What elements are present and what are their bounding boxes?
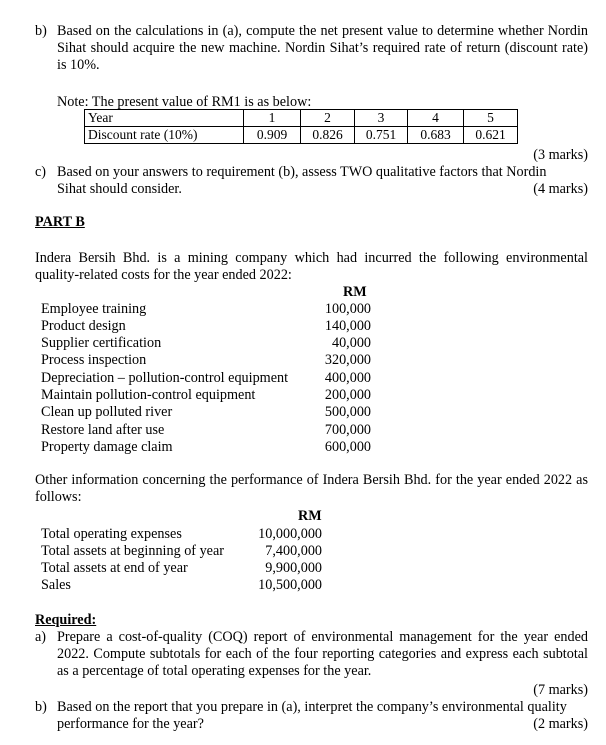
required-b-marks: (2 marks) <box>533 716 588 732</box>
pv-rate-cell: 0.826 <box>301 127 355 144</box>
cost-item: Product design <box>41 318 126 334</box>
pv-rate-cell: 0.909 <box>244 127 301 144</box>
cost-row <box>41 370 371 387</box>
cost-row <box>41 439 371 456</box>
performance-row <box>41 543 322 560</box>
required-b-label: b) <box>35 699 47 715</box>
cost-row <box>41 352 371 369</box>
cost-item: Process inspection <box>41 352 147 368</box>
question-c-label: c) <box>35 164 47 180</box>
cost-item: Restore land after use <box>41 422 165 438</box>
cost-amount: 140,000 <box>324 318 371 334</box>
performance-item: Total assets at beginning of year <box>41 543 224 559</box>
question-c-marks: (4 marks) <box>533 181 588 197</box>
cost-amount: 700,000 <box>324 422 371 438</box>
pv-year-cell: 2 <box>301 110 355 127</box>
performance-amount: 9,900,000 <box>265 560 322 576</box>
cost-amount: 100,000 <box>324 301 371 317</box>
performance-item: Total assets at end of year <box>41 560 188 576</box>
pv-rate-cell: 0.621 <box>464 127 518 144</box>
question-b-text: Based on the calculations in (a), compute the net present value to determine whether Nordin Sihat should acquire the new machine. Nordin Sihat’s required rate of return (discount rate) is 10%. <box>57 23 588 73</box>
cost-currency-header: RM <box>343 284 367 300</box>
performance-item: Sales <box>41 577 71 593</box>
pv-year-cell: 4 <box>408 110 464 127</box>
pv-rate-row <box>85 127 518 144</box>
required-heading: Required: <box>35 612 97 628</box>
pv-rate-label: Discount rate (10%) <box>85 127 244 144</box>
pv-year-cell: 1 <box>244 110 301 127</box>
cost-row <box>41 404 371 421</box>
cost-row <box>41 301 371 318</box>
present-value-table <box>84 109 518 144</box>
other-info-text: Other information concerning the performance of Indera Bersih Bhd. for the year ended 2022 as follows: <box>35 472 588 505</box>
performance-amount: 10,000,000 <box>258 526 322 542</box>
question-c-line2: Sihat should consider. <box>57 181 182 197</box>
cost-amount: 400,000 <box>324 370 371 386</box>
performance-row <box>41 577 322 594</box>
cost-item: Clean up polluted river <box>41 404 173 420</box>
performance-row <box>41 560 322 577</box>
pv-year-row <box>85 110 518 127</box>
required-b-line2: performance for the year? <box>57 716 204 732</box>
required-b-line1: Based on the report that you prepare in (a), interpret the company’s environmental quality <box>57 699 567 715</box>
cost-row <box>41 422 371 439</box>
pv-rate-cell: 0.751 <box>355 127 408 144</box>
question-b-label: b) <box>35 23 47 39</box>
cost-amount: 40,000 <box>331 335 371 351</box>
question-c-line1: Based on your answers to requirement (b), assess TWO qualitative factors that Nordin <box>57 164 547 180</box>
perf-currency-header: RM <box>298 508 322 524</box>
pv-rate-cell: 0.683 <box>408 127 464 144</box>
cost-amount: 200,000 <box>324 387 371 403</box>
cost-row <box>41 335 371 352</box>
performance-item: Total operating expenses <box>41 526 182 542</box>
pv-note: Note: The present value of RM1 is as below: <box>57 94 312 110</box>
performance-row <box>41 526 322 543</box>
cost-item: Maintain pollution-control equipment <box>41 387 256 403</box>
required-a-text: Prepare a cost-of-quality (COQ) report of environmental management for the year ended 2022. Compute subtotals for each of the four reporting categories and express each subtotal as a percentage of total operating expenses for the year. <box>57 629 588 679</box>
cost-item: Employee training <box>41 301 147 317</box>
cost-amount: 600,000 <box>324 439 371 455</box>
performance-amount: 10,500,000 <box>258 577 322 593</box>
cost-row <box>41 387 371 404</box>
pv-year-label: Year <box>85 110 244 127</box>
cost-row <box>41 318 371 335</box>
required-a-label: a) <box>35 629 47 645</box>
pv-year-cell: 3 <box>355 110 408 127</box>
cost-item: Depreciation – pollution-control equipment <box>41 370 289 386</box>
performance-amount: 7,400,000 <box>265 543 322 559</box>
pv-year-cell: 5 <box>464 110 518 127</box>
question-b-marks: (3 marks) <box>533 147 588 163</box>
cost-amount: 500,000 <box>324 404 371 420</box>
cost-amount: 320,000 <box>324 352 371 368</box>
required-a-marks: (7 marks) <box>533 682 588 698</box>
part-b-intro: Indera Bersih Bhd. is a mining company which had incurred the following environmental quality-related costs for the year ended 2022: <box>35 250 588 283</box>
cost-item: Property damage claim <box>41 439 173 455</box>
part-b-heading: PART B <box>35 214 85 230</box>
cost-item: Supplier certification <box>41 335 162 351</box>
